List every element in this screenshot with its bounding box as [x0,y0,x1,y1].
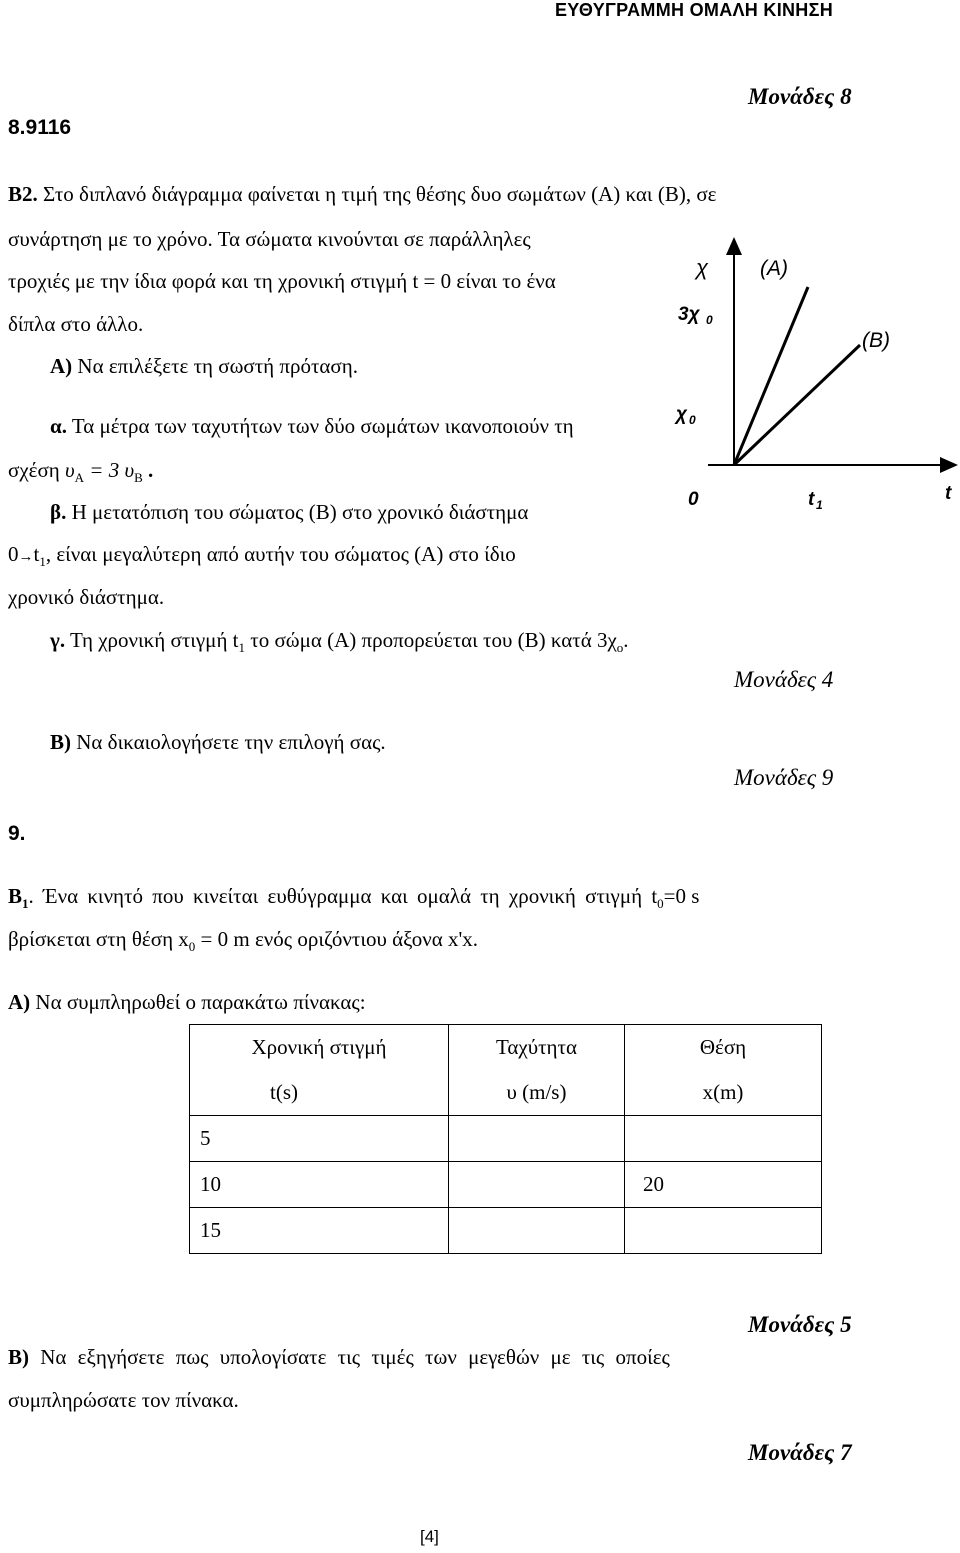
part-a-prompt [50,354,358,379]
q9-part-a-label: Α) [8,990,31,1014]
page-header-title: ΕΥΘΥΓΡΑΜΜΗ ΟΜΑΛΗ ΚΙΝΗΣΗ [555,0,834,20]
part-a-label: Α) [50,354,73,378]
part-b-prompt [50,730,386,755]
b2-line-4: δίπλα στο άλλο. [8,312,144,336]
page-number: [4] [420,1527,439,1546]
b2-line-1 [8,182,716,207]
part-b-label: Β) [50,730,71,754]
cell-velocity [449,1162,625,1208]
marks-q8: Μονάδες 8 [748,84,852,109]
option-gamma: γ. Τη χρονική στιγμή $t_1$ το σώμα (Α) προπορεύεται του (Β) κατά $3\chi_o$. [50,628,629,656]
header-position: Θέση [625,1025,822,1071]
b2-line-3: τροχιές με την ίδια φορά και τη χρονική στιγμή t = 0 είναι το ένα [8,269,556,293]
cell-position [625,1208,822,1254]
cell-time: 10 [190,1162,449,1208]
header-velocity: Ταχύτητα [449,1025,625,1071]
b1-line-2: βρίσκεται στη θέση $x_0 = 0$ m ενός οριζόντιου άξονα x'x. [8,927,479,955]
gamma-label: γ. [50,628,66,652]
beta-label: β. [50,500,67,524]
q9-part-b-line-2: συμπληρώσατε τον πίνακα. [8,1388,239,1412]
alpha-label: α. [50,414,67,438]
table-row [190,1162,822,1208]
cell-time: 15 [190,1208,449,1254]
question-number-9: 9. [8,822,26,845]
header-velocity-unit: υ (m/s) [449,1070,625,1116]
graph-label-b: (B) [862,329,890,352]
marks-q8-b: Μονάδες 9 [734,765,834,790]
table-header-row-1 [190,1025,822,1071]
q9-part-b-text: Να εξηγήσετε πως υπολογίσατε τις τιμές των μεγεθών με τις οποίες [40,1345,670,1369]
graph-label-t: t [945,483,952,504]
cell-position [625,1116,822,1162]
q9-part-a-text: Να συμπληρωθεί ο παρακάτω πίνακας: [35,990,366,1014]
graph-label-t1-sub: 1 [816,498,823,512]
cell-velocity [449,1208,625,1254]
motion-table [189,1024,822,1254]
graph-label-origin: 0 [688,489,699,510]
graph-label-a: (A) [760,257,788,280]
part-b-text: Να δικαιολογήσετε την επιλογή σας. [76,730,386,754]
header-time: Χρονική στιγμή [190,1025,449,1071]
marks-q8-a: Μονάδες 4 [734,667,834,692]
q9-part-a-prompt [8,990,366,1015]
b2-text-1: Στο διπλανό διάγραμμα φαίνεται η τιμή της θέσης δυο σωμάτων (Α) και (Β), σε [43,182,717,206]
position-time-graph [660,235,960,525]
q9-part-b-label: Β) [8,1345,29,1369]
question-number-8: 8.9116 [8,116,72,139]
cell-velocity [449,1116,625,1162]
line-b [734,345,860,465]
table-row [190,1208,822,1254]
alpha-relation: σχέση $\upsilon_A = 3$ $\upsilon_B$ . [8,458,154,486]
option-beta [50,500,528,525]
header-position-unit: x(m) [625,1070,822,1116]
marks-q9-b: Μονάδες 7 [748,1440,852,1465]
b2-line-2: συνάρτηση με το χρόνο. Τα σώματα κινούνται σε παράλληλες [8,227,531,251]
part-a-text: Να επιλέξετε τη σωστή πρόταση. [77,354,358,378]
alpha-text: Τα μέτρα των ταχυτήτων των δύο σωμάτων ικανοποιούν τη [71,414,574,438]
graph-label-x0: χ [676,404,687,425]
b1-label: Β [8,884,23,908]
cell-time: 5 [190,1116,449,1162]
beta-line-2: $0\to t_1$, είναι μεγαλύτερη από αυτήν του σώματος (Α) στο ίδιο [8,542,516,570]
b1-line-1: $B_1$. Ένα κινητό που κινείται ευθύγραμμα και ομαλά τη χρονική στιγμή $t_0=0$ s [8,884,700,912]
option-alpha [50,414,574,439]
header-time-unit: t(s) [190,1070,449,1116]
beta-text: Η μετατόπιση του σώματος (Β) στο χρονικό διάστημα [71,500,529,524]
beta-line-3: χρονικό διάστημα. [8,585,165,609]
graph-label-x: χ [696,255,709,280]
b2-label: Β2. [8,182,38,206]
table-header-row-2 [190,1070,822,1116]
graph-label-x0-sub: 0 [689,413,696,427]
graph-label-t1: t [808,489,815,510]
arrow-icon: → [18,549,34,565]
marks-q9-a: Μονάδες 5 [748,1312,852,1337]
graph-label-3x0: 3χ [678,304,700,325]
cell-position: 20 [625,1162,822,1208]
q9-part-b-line-1 [8,1345,858,1370]
line-a [734,287,808,465]
table-row [190,1116,822,1162]
graph-label-3x0-sub: 0 [706,313,713,327]
